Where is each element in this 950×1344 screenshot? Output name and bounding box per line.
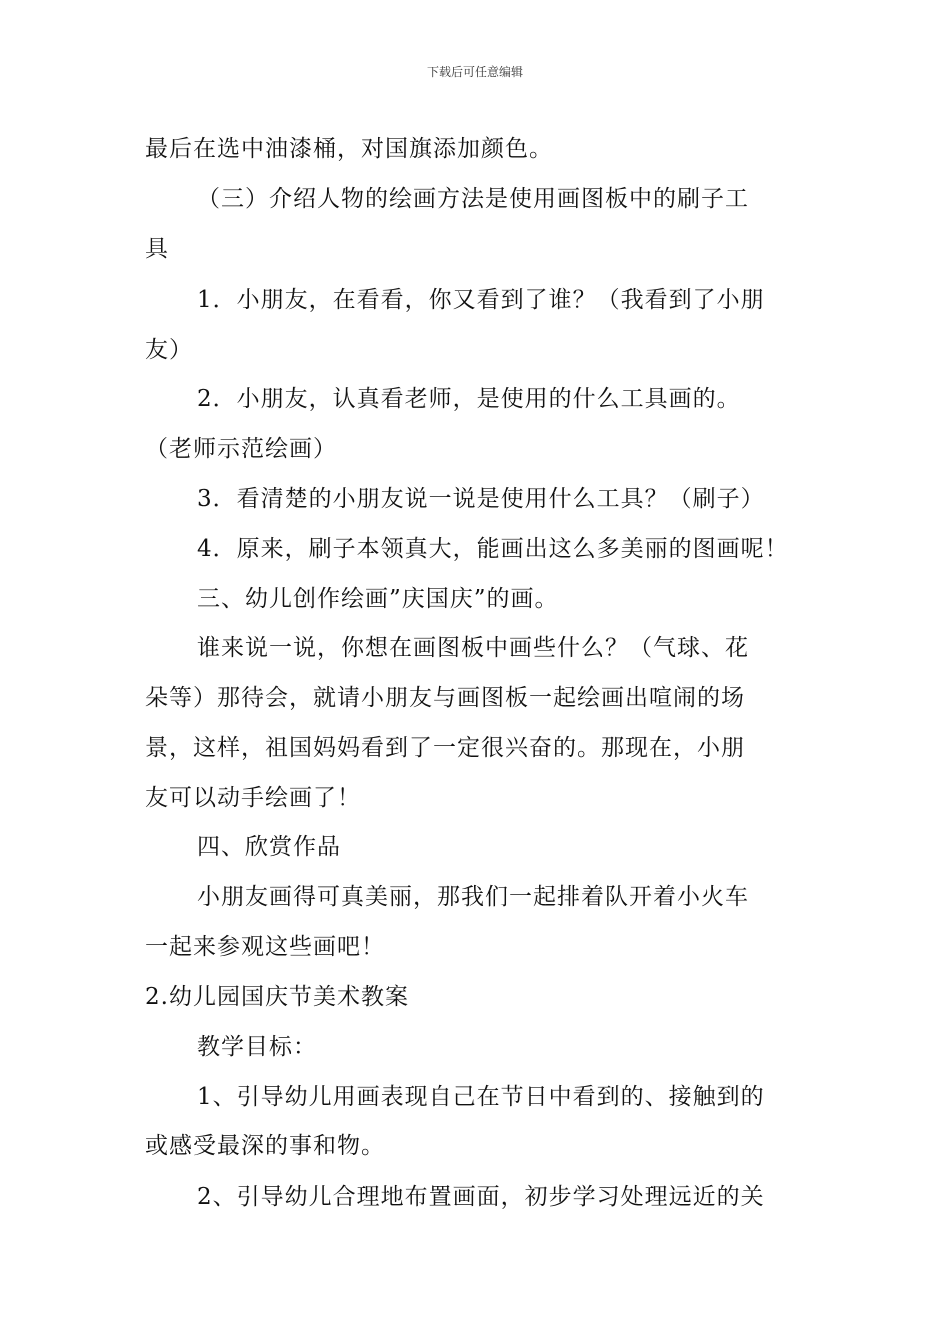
body-line: 友可以动手绘画了！ — [145, 785, 361, 811]
body-line: 一起来参观这些画吧！ — [145, 934, 385, 960]
body-line: 4．原来，刷子本领真大，能画出这么多美丽的图画呢！ — [197, 536, 789, 562]
body-line: 1．小朋友，在看看，你又看到了谁？（我看到了小朋 — [197, 287, 765, 313]
section-heading: 教学目标： — [197, 1034, 317, 1060]
body-line: 1、引导幼儿用画表现自己在节日中看到的、接触到的 — [197, 1084, 765, 1110]
body-line: （老师示范绘画） — [145, 436, 337, 462]
body-line: 2、引导幼儿合理地布置画面，初步学习处理远近的关 — [197, 1184, 765, 1210]
body-line: 具 — [145, 236, 169, 262]
section-heading: 三、幼儿创作绘画”庆国庆”的画。 — [197, 586, 559, 612]
body-line: 小朋友画得可真美丽，那我们一起排着队开着小火车 — [197, 884, 749, 910]
body-line: 朵等）那待会，就请小朋友与画图板一起绘画出喧闹的场 — [145, 685, 745, 711]
body-line: （三）介绍人物的绘画方法是使用画图板中的刷子工 — [197, 186, 749, 212]
body-line: 或感受最深的事和物。 — [145, 1133, 385, 1159]
body-line: 友） — [145, 337, 193, 363]
page-header: 下载后可任意编辑 — [426, 65, 523, 79]
body-line: 景，这样，祖国妈妈看到了一定很兴奋的。那现在，小朋 — [145, 735, 745, 761]
section-heading: 四、欣赏作品 — [197, 834, 341, 860]
body-line: 谁来说一说，你想在画图板中画些什么？（气球、花 — [197, 635, 749, 661]
body-line: 2．小朋友，认真看老师，是使用的什么工具画的。 — [197, 386, 741, 412]
body-line: 最后在选中油漆桶，对国旗添加颜色。 — [145, 136, 553, 162]
body-line: 3．看清楚的小朋友说一说是使用什么工具？（刷子） — [197, 486, 765, 512]
document-title: 2.幼儿园国庆节美术教案 — [145, 984, 409, 1010]
